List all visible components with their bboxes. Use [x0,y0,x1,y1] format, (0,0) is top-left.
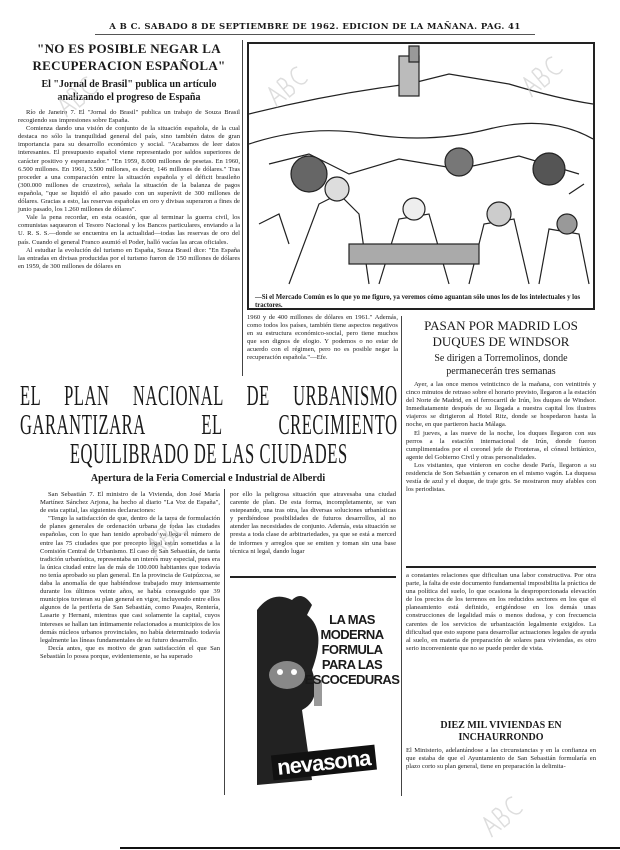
urbanismo-column-3: a constantes relaciones que dificultan una labor constructiva. Por otra parte, la falta de este documento fundamental imposibilita la práctica de una política del suelo, lo que ocasiona la desproporcionada elevación de los precios de los terrenos en los reducidos sectores en los que el planeamiento está definido, erigiéndose en los demás unas construcciones de legalidad más o menos dudosa, y con frecuencia carentes de los servicios de urbanización legalmente exigidos. La dificultad que esto supone para desarrollar actuaciones legales de ayuda al suelo, en materia de preparación de solares para viviendas, es otro serio inconveniente que no se puede perder de vista. [406,572,596,652]
paragraph: San Sebastián 7. El ministro de la Vivienda, don José María Martínez Sánchez Arjona, ha hecho al diario "La Voz de España", de esta capital, las siguientes declaraciones: [40,491,220,515]
article-brasil [18,40,240,271]
article-body [406,381,596,494]
nevasona-advertisement [252,590,398,790]
paragraph: Río de Janeiro 7. El "Jornal do Brasil" publica un trabajo de Souza Brasil recogiendo sus impresiones sobre España. [18,109,240,125]
cartoon-caption: —Si el Mercado Común es lo que yo me figuro, ya veremos cómo aguantan sólo unos los de los intelectuales y los tractores. [255,294,581,309]
paragraph: Al estudiar la evolución del turismo en España, Souza Brasil dice: "En España las entradas en divisas producidas por el turismo fueron de 150 millones de dólares en 1959, de 300 millones de dólares en [18,246,240,270]
column-rule [242,40,243,376]
section-divider [406,566,596,568]
paragraph: Comienza dando una visión de conjunto de la situación española, de la cual destaca no sólo la tranquilidad general del país, sino también datos de gran importancia para su desarrollo económico y social. "Acabamos de leer datos interesantes. El presupuesto español viene representado por saldos superiores de carácter positivo y esperanzador." "En 1959, 8.000 millones de pesetas. En 1960, 6.500 millones. En 1961, 3.500 millones, es decir, 146 millones de dólares." Tras proceder a una comparación entre la situación española y el déficit brasileño (300.000 millones de cruzeiros), señala la situación de la balanza de pagos española, "que se liquidó el año pasado con un superávit de 300 millones de dólares. Gracias a esto, las reservas españolas en oro y divisas superaron a fines de junio pasado, los 1.260 millones de dólares". [18,125,240,214]
watermark [478,793,526,838]
paragraph: Decía antes, que es motivo de gran satisfacción el que San Sebastián lo posea porque, evidentemente, se ha superado [40,644,220,660]
column-rule [224,489,225,795]
subhead: Se dirigen a Torremolinos, donde permanecerán tres semanas [434,353,568,377]
paragraph: El jueves, a las nueve de la noche, los duques llegaron con sus perros a la estación internacional de Irún, donde fueron cumplimentados por el coronel jefe de Fronteras, el cónsul británico, agente del Gobierno Civil y otras personalidades. [406,429,596,461]
urbanismo-column-1 [40,491,220,661]
article-body [18,109,240,271]
paragraph: Los visitantes, que vinieron en coche desde París, llegaron a su residencia de Son Sebastián y cenaron en el mismo vagón. La duquesa vestía de azul y el duque, de traje gris. Se mostraron muy afables con los periodistas. [406,461,596,494]
page-header: A B C. SABADO 8 DE SEPTIEMBRE DE 1962. EDICION DE LA MAÑANA. PAG. 41 [109,22,521,32]
subsection-headline: DIEZ MIL VIVIENDAS EN INCHAURRONDO [440,720,562,743]
urbanismo-headline: EL PLAN NACIONAL DE URBANISMO GARANTIZARA EL CRECIMIENTO EQUILIBRADO DE LAS CIUDADES [20,381,398,470]
article-windsor [406,318,596,494]
urbanismo-subhead: Apertura de la Feria Comercial e Industrial de Alberdi [90,473,326,484]
subsection-body: El Ministerio, adelantándose a las circunstancias y en la confianza en que estaba de que el Ayuntamiento de San Sebastián formularía en plazo corto su plan general, tiene en preparación la delimita- [406,747,596,771]
urbanismo-column-2: por ello la peligrosa situación que atravesaba una ciudad carente de plan. De esta forma, incompletamente, se van estepeando, una tras otra, las diversas soluciones urbanísticas y perdiéndose posibilidades de futuros desarrollos, al no atender las necesidades de conjunto. Además, esta situación se presta a toda clase de arbitrariedades, ya que se está a merced de informes y arreglos que se emiten y toman sin una base técnica ni legal, dando lugar [230,491,396,555]
headline: "NO ES POSIBLE NEGAR LA RECUPERACION ESPAÑOLA" [32,41,226,73]
urbanismo-headline-box [20,382,396,470]
bottom-rule [120,847,620,849]
subhead: El "Jornal de Brasil" publica un artículo analizando el progreso de España [41,79,217,103]
column-rule [401,316,402,796]
paragraph: Vale la pena recordar, en esta ocasión, que al terminar la guerra civil, los comunistas saquearon el Tesoro Nacional y los Bancos particulares, enviando a la U. R. S. S.—donde se encuentra en la actualidad—todas las reservas de oro del país. Cuando el general Franco asumió el Poder, halló vacías las arcas oficiales. [18,214,240,246]
paragraph: "Tengo la satisfacción de que, dentro de la tarea de formulación de planes generales de ordenación urbana de todas las ciudades españolas, con lo que han tenido aprobado ya llega el número de entre las 75 ciudades que por precepto legal están sometidas a la Comisión Central de Urbanismo. El caso de San Sebastián, de tanta tradición urbanística, representaba un interés muy especial, pues era la única ciudad entre las de más de 100.000 habitantes que todavía no tenía aprobado su plan general. En la provincia de Guipúzcoa, se daba la anomalía de que habiéndose trabajado muy intensamente durante los últimos veinte años, se había conseguido que 39 municipios tuvieran su plan general en vigor, incluyendo entre ellos algunos de la periferia de San Sebastián, como Pasajes, Rentería, Lasarte y Hernani, mientras que casi solamente la capital, cuyos intereses se hallan tan íntimamente relacionados a municipios de los demás núcleos urbanos provinciales, no había determinado todavía legalmente las líneas fundamentales de su futuro desarrollo. [40,515,220,644]
section-divider [230,576,396,578]
ad-slogan: LA MAS MODERNA FORMULA PARA LAS ESCOCEDURAS [304,612,400,687]
article-brasil-continuation: 1960 y de 400 millones de dólares en 1961." Además, como todos los países, también tiene aspectos negativos en su estructura económico-social, pero tiene muchos que son dignos de elogio. Y podemos o no estar de acuerdo con el régimen, pero no es posible negar la recuperación española."—Efe. [247,314,398,362]
headline: PASAN POR MADRID LOS DUQUES DE WINDSOR [424,318,578,349]
ad-brand: nevasona [271,745,377,781]
paragraph: Ayer, a las once menos veinticinco de la mañana, con veintitrés y cinco minutos de retraso sobre el horario previsto, llegaron a la estación del Norte de Madrid, en el ferrocarril de Irún, los duques de Windsor. Inmediatamente después de su llegada a nuestra capital los ilustres viajeros se dirigieron al Hotel Ritz, donde se hospedaron hasta la noche, en que partieron hacia Málaga. [406,381,596,429]
header-rule [95,34,535,35]
